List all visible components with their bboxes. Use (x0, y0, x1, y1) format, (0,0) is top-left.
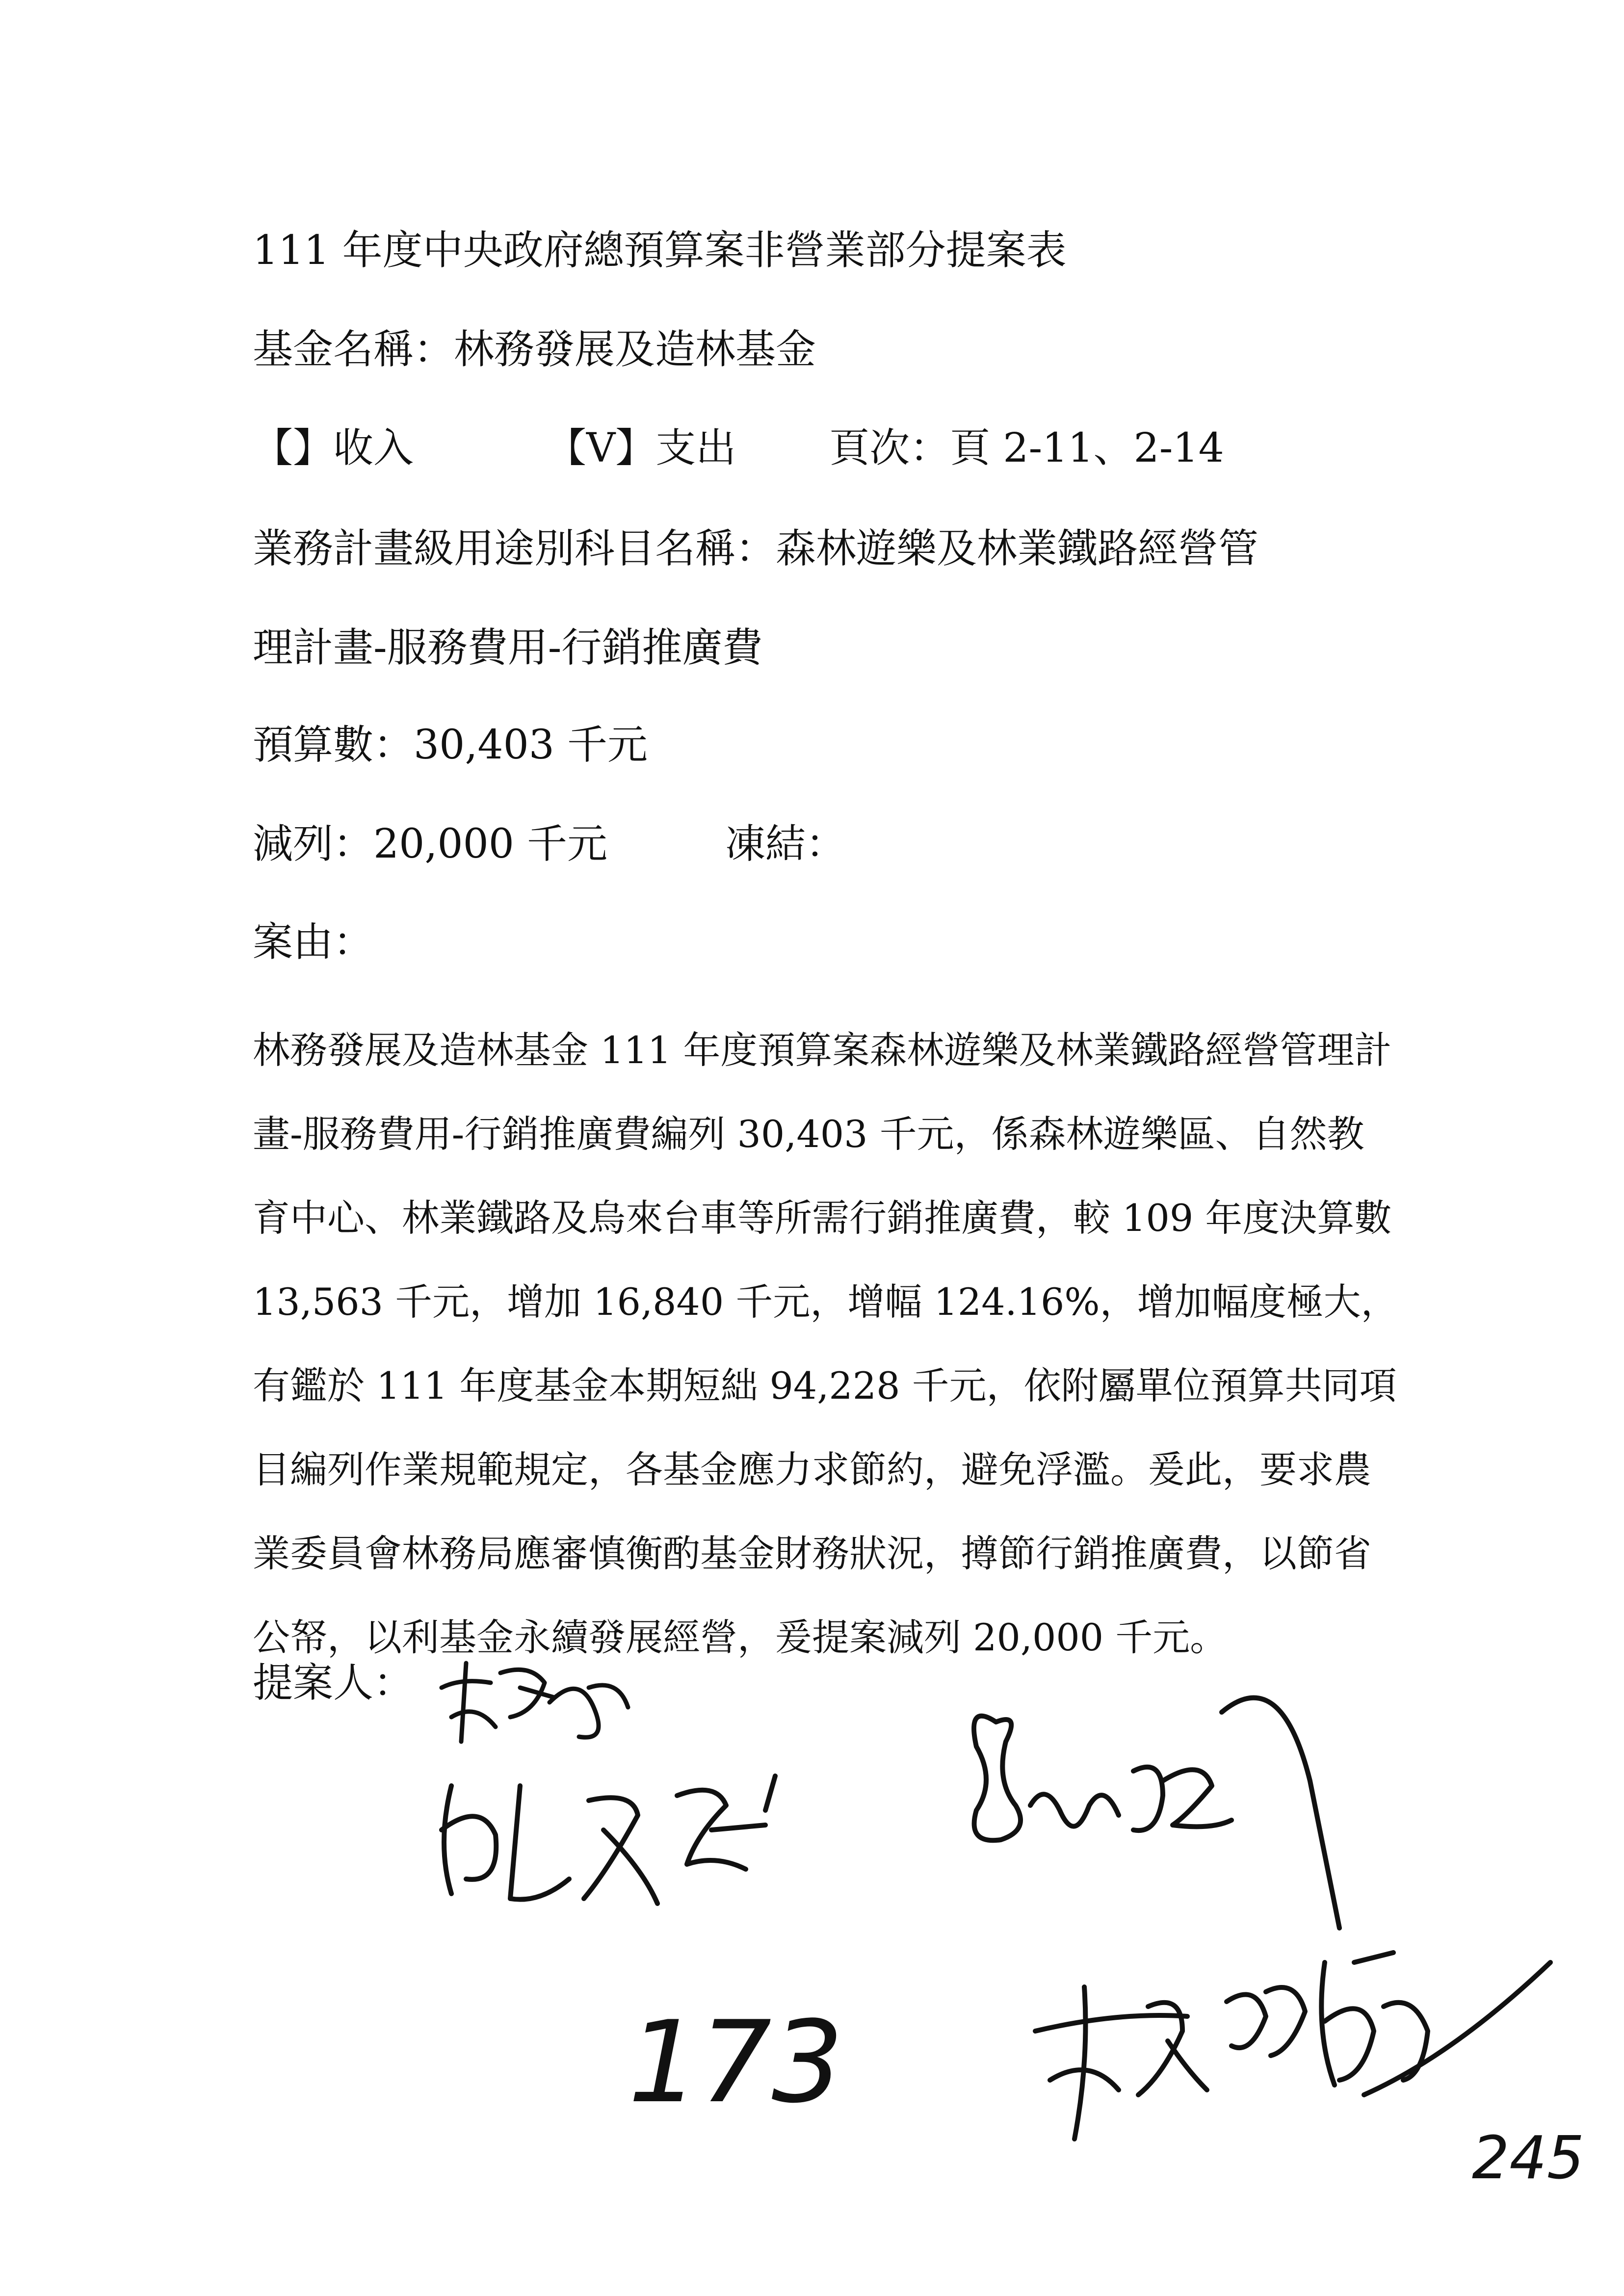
cut-amount: 減列：20,000 千元 (253, 821, 607, 867)
reason-label: 案由： (253, 919, 374, 965)
expense-checkbox-label: 【V】支出 (546, 425, 736, 471)
category-row (253, 425, 1224, 471)
signature-3 (957, 1683, 1364, 1938)
fund-name: 基金名稱：林務發展及造林基金 (253, 326, 816, 373)
signature-2 (422, 1756, 824, 1918)
reason-text: 林務發展及造林基金 111 年度預算案森林遊樂及林業鐵路經營管理計畫-服務費用-行銷推廣費編列 30,403 千元，係森林遊樂區、自然教育中心、林業鐵路及烏來台車等所需行銷推廣費，較 109 年度決算數 13,563 千元，增加 16,840 千元，增幅 124.16%，增加幅度極大，有鑑於 111 年度基金本期短絀 94,228 千元，依附屬單位預算共同項目編列作業規範規定，各基金應力求節約，避免浮濫。爰此，要求農業委員會林務局應審慎衡酌基金財務狀況，撙節行銷推廣費，以節省公帑，以利基金永續發展經營，爰提案減列 20,000 千元。 (253, 1028, 1398, 1659)
page-reference: 頁次：頁 2-11、2-14 (829, 425, 1224, 471)
budget-amount: 預算數：30,403 千元 (253, 722, 648, 768)
proposer-label: 提案人： (253, 1660, 414, 1706)
freeze-label: 凍結： (725, 821, 846, 867)
subject-name-line-1: 業務計畫級用途別科目名稱：森林遊樂及林業鐵路經營管 (253, 525, 1259, 572)
form-title: 111 年度中央政府總預算案非營業部分提案表 (253, 227, 1067, 274)
subject-name-line-2: 理計畫-服務費用-行銷推廣費 (253, 625, 763, 671)
handwritten-number: 173 (628, 1997, 843, 2128)
income-checkbox-label: 【】收入 (253, 425, 414, 471)
signature-1 (432, 1644, 638, 1756)
page-number: 245 (1472, 2124, 1585, 2192)
cut-freeze-row (253, 821, 846, 867)
